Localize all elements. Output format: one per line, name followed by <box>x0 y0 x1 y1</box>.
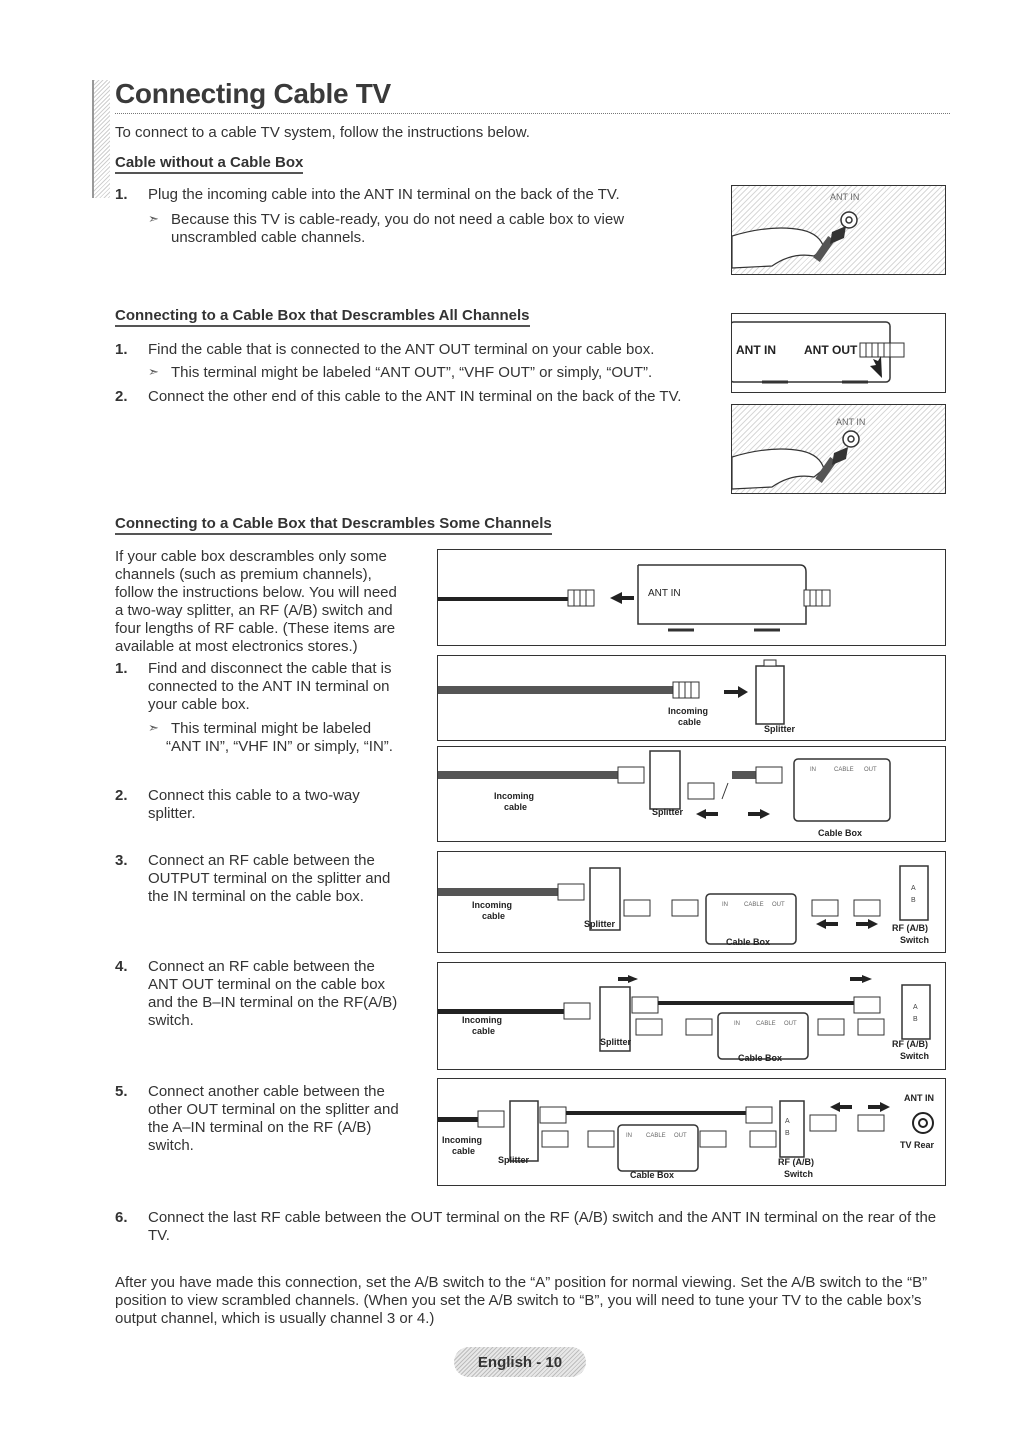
step-text: Find the cable that is connected to the ANT OUT terminal on your cable box. <box>148 341 655 358</box>
diagram-incoming: Incoming <box>494 791 534 801</box>
box-cable: CABLE <box>834 767 854 773</box>
diagram-switch: Switch <box>784 1169 814 1179</box>
step-text: your cable box. <box>148 696 250 713</box>
cable-box-illustration <box>732 314 946 393</box>
intro-line: available at most electronics stores.) <box>115 638 358 655</box>
section-heading-no-box: Cable without a Cable Box <box>115 154 303 174</box>
diagram-cable-box: Cable Box <box>630 1170 675 1180</box>
intro-line: follow the instructions below. You will need <box>115 584 397 601</box>
arrow-right-icon <box>850 975 872 983</box>
step-text: other OUT terminal on the splitter and <box>148 1101 399 1118</box>
fig-ant-in-label: ANT IN <box>830 192 860 202</box>
diagram-cable-box: Cable Box <box>726 937 771 947</box>
section-heading-some-channels: Connecting to a Cable Box that Descrambles Some Channels <box>115 515 552 535</box>
switch-a: A <box>785 1118 790 1125</box>
step-number: 2. <box>115 388 128 405</box>
arrow-left-icon <box>610 592 634 604</box>
hand-plug-illustration <box>732 186 946 275</box>
arrow-left-icon <box>696 809 718 819</box>
ant-in-hand-figure <box>731 185 946 275</box>
step-text: ANT OUT terminal on the cable box <box>148 976 386 993</box>
step-text: Connect the other end of this cable to the ANT IN terminal on the back of the TV. <box>148 388 682 405</box>
box-cable: CABLE <box>646 1133 666 1139</box>
step-text: TV. <box>148 1227 170 1244</box>
step-text: the A–IN terminal on the RF (A/B) <box>148 1119 372 1136</box>
diagram-cable: cable <box>472 1026 496 1036</box>
diagram-rf-ab: RF (A/B) <box>892 1039 928 1049</box>
step-number: 1. <box>115 341 128 358</box>
note-text: This terminal might be labeled <box>171 720 372 737</box>
box-cable: CABLE <box>756 1021 776 1027</box>
step-text: OUTPUT terminal on the splitter and <box>148 870 391 887</box>
step-text: switch. <box>148 1012 194 1029</box>
diagram-step3-cable-box <box>437 746 946 842</box>
diagram-cable: cable <box>482 911 506 921</box>
box-in: IN <box>810 767 816 773</box>
note-arrow-icon: ➣ <box>148 364 159 379</box>
diagram-incoming: Incoming <box>668 706 708 716</box>
intro-line: channels (such as premium channels), <box>115 566 372 583</box>
note-text: This terminal might be labeled “ANT OUT”, “VHF OUT” or simply, “OUT”. <box>171 364 653 381</box>
diagram-svg <box>438 963 946 1070</box>
arrow-right-icon <box>748 809 770 819</box>
diagram-ant-in: ANT IN <box>648 588 681 599</box>
diagram-splitter: Splitter <box>584 919 616 929</box>
box-out: OUT <box>784 1021 797 1027</box>
diagram-switch: Switch <box>900 935 930 945</box>
note-text: “ANT IN”, “VHF IN” or simply, “IN”. <box>166 738 393 755</box>
note-arrow-icon: ➣ <box>148 211 159 226</box>
box-out: OUT <box>772 902 785 908</box>
arrow-right-icon <box>724 686 748 698</box>
diagram-svg <box>438 1079 946 1186</box>
diagram-incoming: Incoming <box>442 1135 482 1145</box>
diagram-splitter: Splitter <box>600 1037 632 1047</box>
closing-line: position to view scrambled channels. (When you set the A/B switch to “B”, you will need to tune your TV to the cable box’s <box>115 1292 922 1309</box>
switch-b: B <box>911 897 916 904</box>
step-text: switch. <box>148 1137 194 1154</box>
sidebar-bar <box>92 80 110 198</box>
diagram-cable-box: Cable Box <box>738 1053 783 1063</box>
step-text: Find and disconnect the cable that is <box>148 660 392 677</box>
diagram-svg <box>438 747 946 842</box>
step-number: 5. <box>115 1083 128 1100</box>
step-text: Connect the last RF cable between the OUT terminal on the RF (A/B) switch and the ANT IN terminal on the rear of the <box>148 1209 937 1226</box>
fig-ant-in-label: ANT IN <box>836 417 866 427</box>
intro-line: four lengths of RF cable. (These items are <box>115 620 396 637</box>
switch-b: B <box>785 1130 790 1137</box>
box-cable: CABLE <box>744 902 764 908</box>
diagram-incoming: Incoming <box>472 900 512 910</box>
intro-text: To connect to a cable TV system, follow the instructions below. <box>115 124 530 141</box>
step-text: Connect this cable to a two-way <box>148 787 360 804</box>
diagram-tv-rear: TV Rear <box>900 1140 935 1150</box>
page-title: Connecting Cable TV <box>115 78 391 109</box>
diagram-rf-ab: RF (A/B) <box>778 1157 814 1167</box>
box-out: OUT <box>864 767 877 773</box>
step-text: and the B–IN terminal on the RF(A/B) <box>148 994 398 1011</box>
page-number-badge: English - 10 <box>454 1347 586 1377</box>
step-number: 1. <box>115 660 128 677</box>
step-text: Connect an RF cable between the <box>148 852 375 869</box>
fig-ant-out: ANT OUT <box>804 343 858 357</box>
diagram-step1-disconnect <box>437 549 946 646</box>
step-number: 1. <box>115 186 128 203</box>
diagram-splitter: Splitter <box>498 1155 530 1165</box>
diagram-cable: cable <box>504 802 528 812</box>
diagram-step4-rf-switch <box>437 851 946 953</box>
note-text: unscrambled cable channels. <box>171 229 366 246</box>
step-text: the IN terminal on the cable box. <box>148 888 364 905</box>
diagram-svg <box>438 550 946 646</box>
diagram-svg <box>438 852 946 953</box>
diagram-rf-ab: RF (A/B) <box>892 923 928 933</box>
arrow-left-icon <box>816 919 838 929</box>
closing-line: output channel, which is usually channel 3 or 4.) <box>115 1310 435 1327</box>
step-number: 4. <box>115 958 128 975</box>
step-number: 6. <box>115 1209 128 1226</box>
fig-ant-in: ANT IN <box>736 343 776 357</box>
arrow-right-icon <box>868 1102 890 1112</box>
diagram-ant-in: ANT IN <box>904 1093 934 1103</box>
diagram-cable: cable <box>452 1146 476 1156</box>
section-heading-all-channels: Connecting to a Cable Box that Descrambles All Channels <box>115 307 530 327</box>
diagram-cable: cable <box>678 717 702 727</box>
ant-in-hand-figure-2 <box>731 404 946 494</box>
switch-a: A <box>913 1004 918 1011</box>
switch-b: B <box>913 1016 918 1023</box>
tv-ant-in-jack-icon <box>913 1113 933 1133</box>
intro-line: a two-way splitter, an RF (A/B) switch and <box>115 602 393 619</box>
closing-line: After you have made this connection, set the A/B switch to the “A” position for normal viewing. Set the A/B switch to the “B” <box>115 1274 928 1291</box>
diagram-svg <box>438 656 946 741</box>
box-in: IN <box>626 1133 632 1139</box>
arrow-right-icon <box>856 919 878 929</box>
cable-box-ant-out-figure <box>731 313 946 393</box>
arrow-left-icon <box>830 1102 852 1112</box>
step-text: connected to the ANT IN terminal on <box>148 678 390 695</box>
diagram-incoming: Incoming <box>462 1015 502 1025</box>
step-number: 2. <box>115 787 128 804</box>
intro-line: If your cable box descrambles only some <box>115 548 387 565</box>
box-out: OUT <box>674 1133 687 1139</box>
step-text: Connect another cable between the <box>148 1083 385 1100</box>
switch-a: A <box>911 885 916 892</box>
step-text: splitter. <box>148 805 196 822</box>
box-in: IN <box>722 902 728 908</box>
diagram-step2-splitter <box>437 655 946 741</box>
hand-plug-illustration <box>732 405 946 494</box>
step-number: 3. <box>115 852 128 869</box>
note-text: Because this TV is cable-ready, you do not need a cable box to view <box>171 211 625 228</box>
diagram-switch: Switch <box>900 1051 930 1061</box>
title-divider <box>115 113 950 114</box>
diagram-splitter: Splitter <box>764 724 796 734</box>
diagram-splitter: Splitter <box>652 807 684 817</box>
arrow-left-icon <box>618 975 638 983</box>
box-in: IN <box>734 1021 740 1027</box>
step-text: Connect an RF cable between the <box>148 958 375 975</box>
diagram-step5-b-in <box>437 962 946 1070</box>
diagram-step6-tv-rear <box>437 1078 946 1186</box>
diagram-cable-box: Cable Box <box>818 828 863 838</box>
step-text: Plug the incoming cable into the ANT IN terminal on the back of the TV. <box>148 186 620 203</box>
note-arrow-icon: ➣ <box>148 720 159 735</box>
